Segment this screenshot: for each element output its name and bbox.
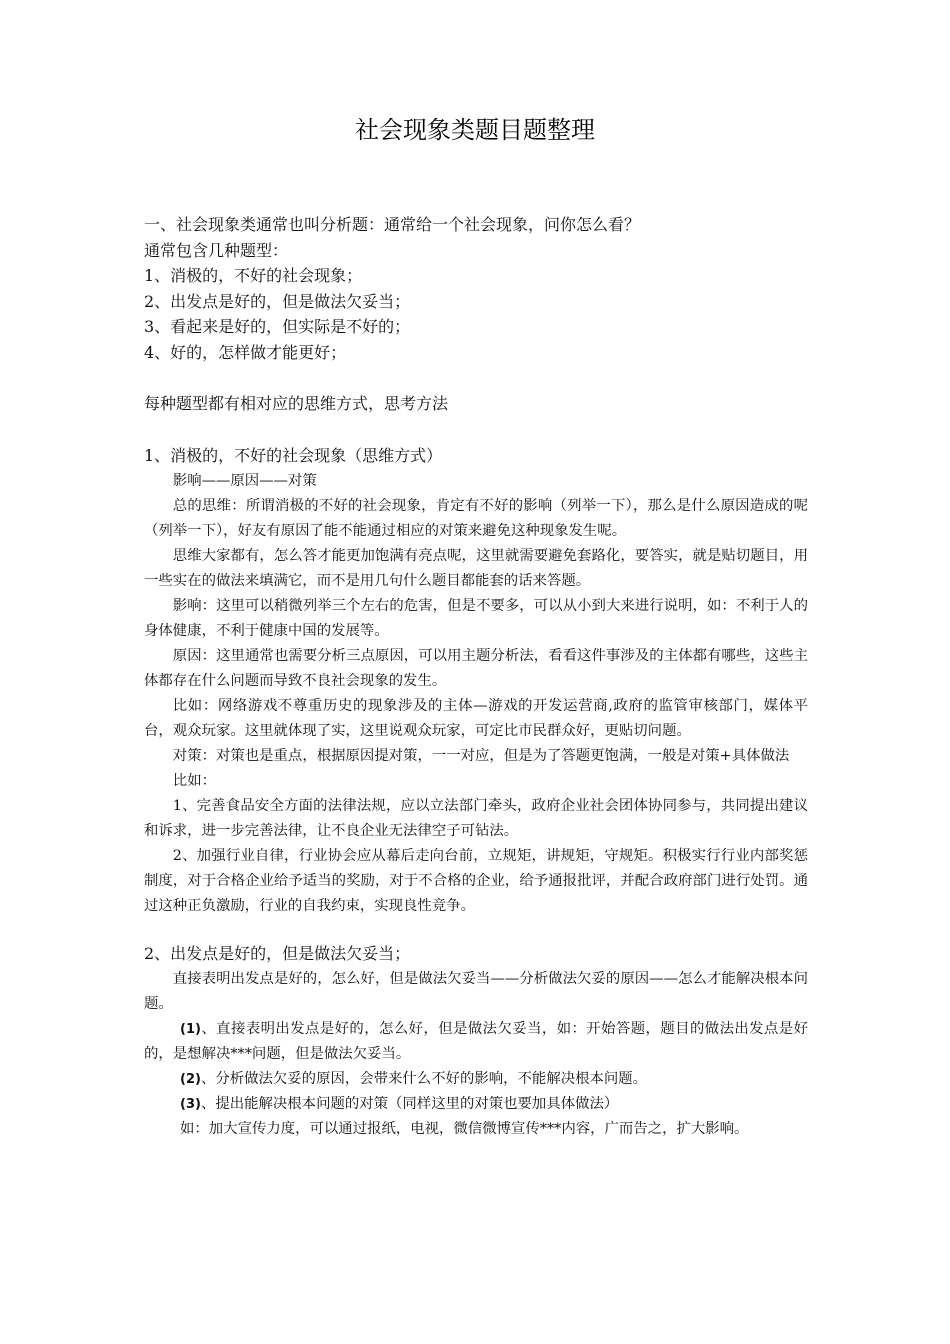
section2-step (144, 1067, 808, 1092)
type-item: 2、出发点是好的，但是做法欠妥当； (144, 291, 411, 311)
spacer (144, 417, 808, 443)
section1-paragraph: 思维大家都有，怎么答才能更加饱满有亮点呢，这里就需要避免套路化，要答实，就是贴切题目，用一些实在的做法来填满它，而不是用几句什么题目都能套的话来答题。 (144, 547, 808, 589)
step-number: (3) (180, 1096, 201, 1112)
intro-summary: 每种题型都有相对应的思维方式，思考方法 (144, 394, 449, 413)
section1-heading: 1、消极的，不好的社会现象（思维方式） (144, 445, 443, 465)
step-text: 、直接表明出发点是好的，怎么好，但是做法欠妥当，如：开始答题，题目的做法出发点是好的，是想解决***问题，但是做法欠妥当。 (144, 1020, 808, 1062)
section1-paragraph: 对策：对策也是重点，根据原因提对策，一一对应，但是为了答题更饱满，一般是对策+具体做法 (172, 747, 790, 764)
section1-paragraph: 总的思维：所谓消极的不好的社会现象，肯定有不好的影响（列举一下），那么是什么原因造成的呢（列举一下），好友有原因了能不能通过相应的对策来避免这种现象发生呢。 (144, 497, 808, 539)
step-text: 、分析做法欠妥的原因，会带来什么不好的影响，不能解决根本问题。 (200, 1070, 648, 1087)
step-number: (1) (180, 1021, 201, 1037)
section2-intro: 直接表明出发点是好的，怎么好，但是做法欠妥当——分析做法欠妥的原因——怎么才能解决根本问题。 (144, 970, 808, 1012)
step-number: (2) (180, 1071, 201, 1087)
section1-example: 2、加强行业自律，行业协会应从幕后走向台前，立规矩，讲规矩，守规矩。积极实行行业内部奖惩制度，对于合格企业给予适当的奖励，对于不合格的企业，给予通报批评，并配合政府部门进行处罚。通过这种正负激励，行业的自我约束，实现良性竞争。 (144, 847, 808, 914)
spacer (144, 365, 808, 391)
page-title: 社会现象类题目题整理 (355, 116, 595, 144)
type-item: 4、好的，怎样做才能更好； (144, 342, 347, 362)
section2-step (144, 1017, 808, 1067)
section1-paragraph: 影响：这里可以稍微列举三个左右的危害，但是不要多，可以从小到大来进行说明，如：不利于人的身体健康，不利于健康中国的发展等。 (144, 597, 808, 639)
step-text: 、提出能解决根本问题的对策（同样这里的对策也要加具体做法） (200, 1095, 619, 1112)
spacer (144, 919, 808, 941)
section2-heading: 2、出发点是好的，但是做法欠妥当； (144, 943, 411, 963)
section1-paragraph: 比如：网络游戏不尊重历史的现象涉及的主体—游戏的开发运营商,政府的监管审核部门，媒体平台，观众玩家。这里就体现了实，这里说观众玩家，可定比市民群众好，更贴切问题。 (144, 697, 808, 739)
type-item: 1、消极的，不好的社会现象； (144, 266, 363, 285)
intro-types-label: 通常包含几种题型： (144, 240, 289, 260)
type-item: 3、看起来是好的，但实际是不好的； (144, 317, 411, 336)
document-body (144, 212, 808, 1142)
section1-example: 1、完善食品安全方面的法律法规，应以立法部门牵头，政府企业社会团体协同参与，共同提出建议和诉求，进一步完善法律，让不良企业无法律空子可钻法。 (144, 797, 808, 839)
section1-paragraph: 原因：这里通常也需要分析三点原因，可以用主题分析法，看看这件事涉及的主体都有哪些，这些主体都存在什么问题而导致不良社会现象的发生。 (144, 647, 808, 689)
section1-example-label: 比如： (172, 772, 216, 789)
section2-step (144, 1092, 808, 1117)
section2-example: 如：加大宣传力度，可以通过报纸，电视，微信微博宣传***内容，广而告之，扩大影响。 (180, 1120, 749, 1137)
intro-question: 一、社会现象类通常也叫分析题：通常给一个社会现象，问你怎么看？ (144, 215, 641, 234)
section1-flow: 影响——原因——对策 (172, 472, 317, 489)
